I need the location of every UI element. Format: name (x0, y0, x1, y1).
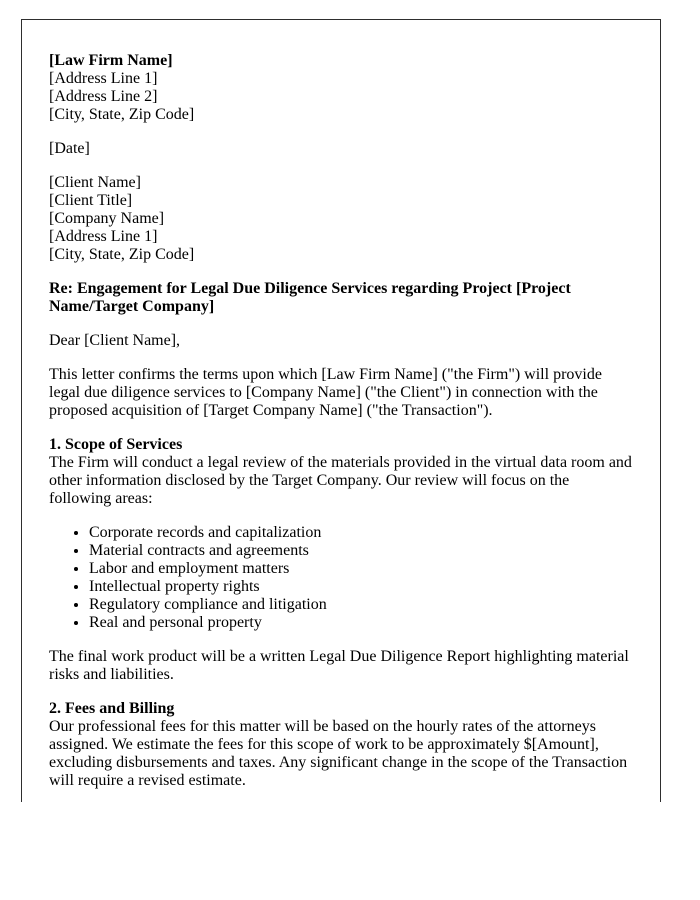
list-item: • Intellectual property rights (89, 578, 633, 596)
fees-heading: 2. Fees and Billing (49, 700, 175, 717)
scope-bullet-list (49, 524, 633, 632)
recipient-address-block (49, 174, 633, 264)
recipient-city-state-zip: [City, State, Zip Code] (49, 246, 195, 263)
law-firm-name: [Law Firm Name] (49, 52, 173, 69)
scope-heading: 1. Scope of Services (49, 436, 183, 453)
letter-page (21, 19, 661, 802)
sender-city-state-zip: [City, State, Zip Code] (49, 106, 195, 123)
date-line: [Date] (49, 140, 90, 157)
list-item: • Material contracts and agreements (89, 542, 633, 560)
client-name: [Client Name] (49, 174, 141, 191)
list-item: • Labor and employment matters (89, 560, 633, 578)
scope-body: The Firm will conduct a legal review of the materials provided in the virtual data room and other information disclosed by the Target Company. Our review will focus on the following areas: (49, 454, 632, 507)
fees-body: Our professional fees for this matter will be based on the hourly rates of the attorneys assigned. We estimate the fees for this scope of work to be approximately $[Amount], excluding disbursements and taxes. Any significant change in the scope of the Transaction will require a revised estimate. (49, 718, 628, 789)
sender-address-line-1: [Address Line 1] (49, 70, 158, 87)
sender-address-block (49, 52, 633, 124)
recipient-address-line-1: [Address Line 1] (49, 228, 158, 245)
list-item: • Corporate records and capitalization (89, 524, 633, 542)
fees-section (49, 700, 633, 790)
subject-line: Re: Engagement for Legal Due Diligence Services regarding Project [Project Name/Target Company] (49, 280, 571, 315)
client-title: [Client Title] (49, 192, 133, 209)
list-item: • Regulatory compliance and litigation (89, 596, 633, 614)
salutation: Dear [Client Name], (49, 332, 181, 349)
work-product-paragraph: The final work product will be a written Legal Due Diligence Report highlighting material risks and liabilities. (49, 648, 629, 683)
list-item: • Real and personal property (89, 614, 633, 632)
company-name: [Company Name] (49, 210, 165, 227)
scope-section (49, 436, 633, 508)
intro-paragraph: This letter confirms the terms upon which [Law Firm Name] ("the Firm") will provide legal due diligence services to [Company Name] ("the Client") in connection with the proposed acquisition of [Target Company Name] ("the Transaction"). (49, 366, 602, 419)
sender-address-line-2: [Address Line 2] (49, 88, 158, 105)
